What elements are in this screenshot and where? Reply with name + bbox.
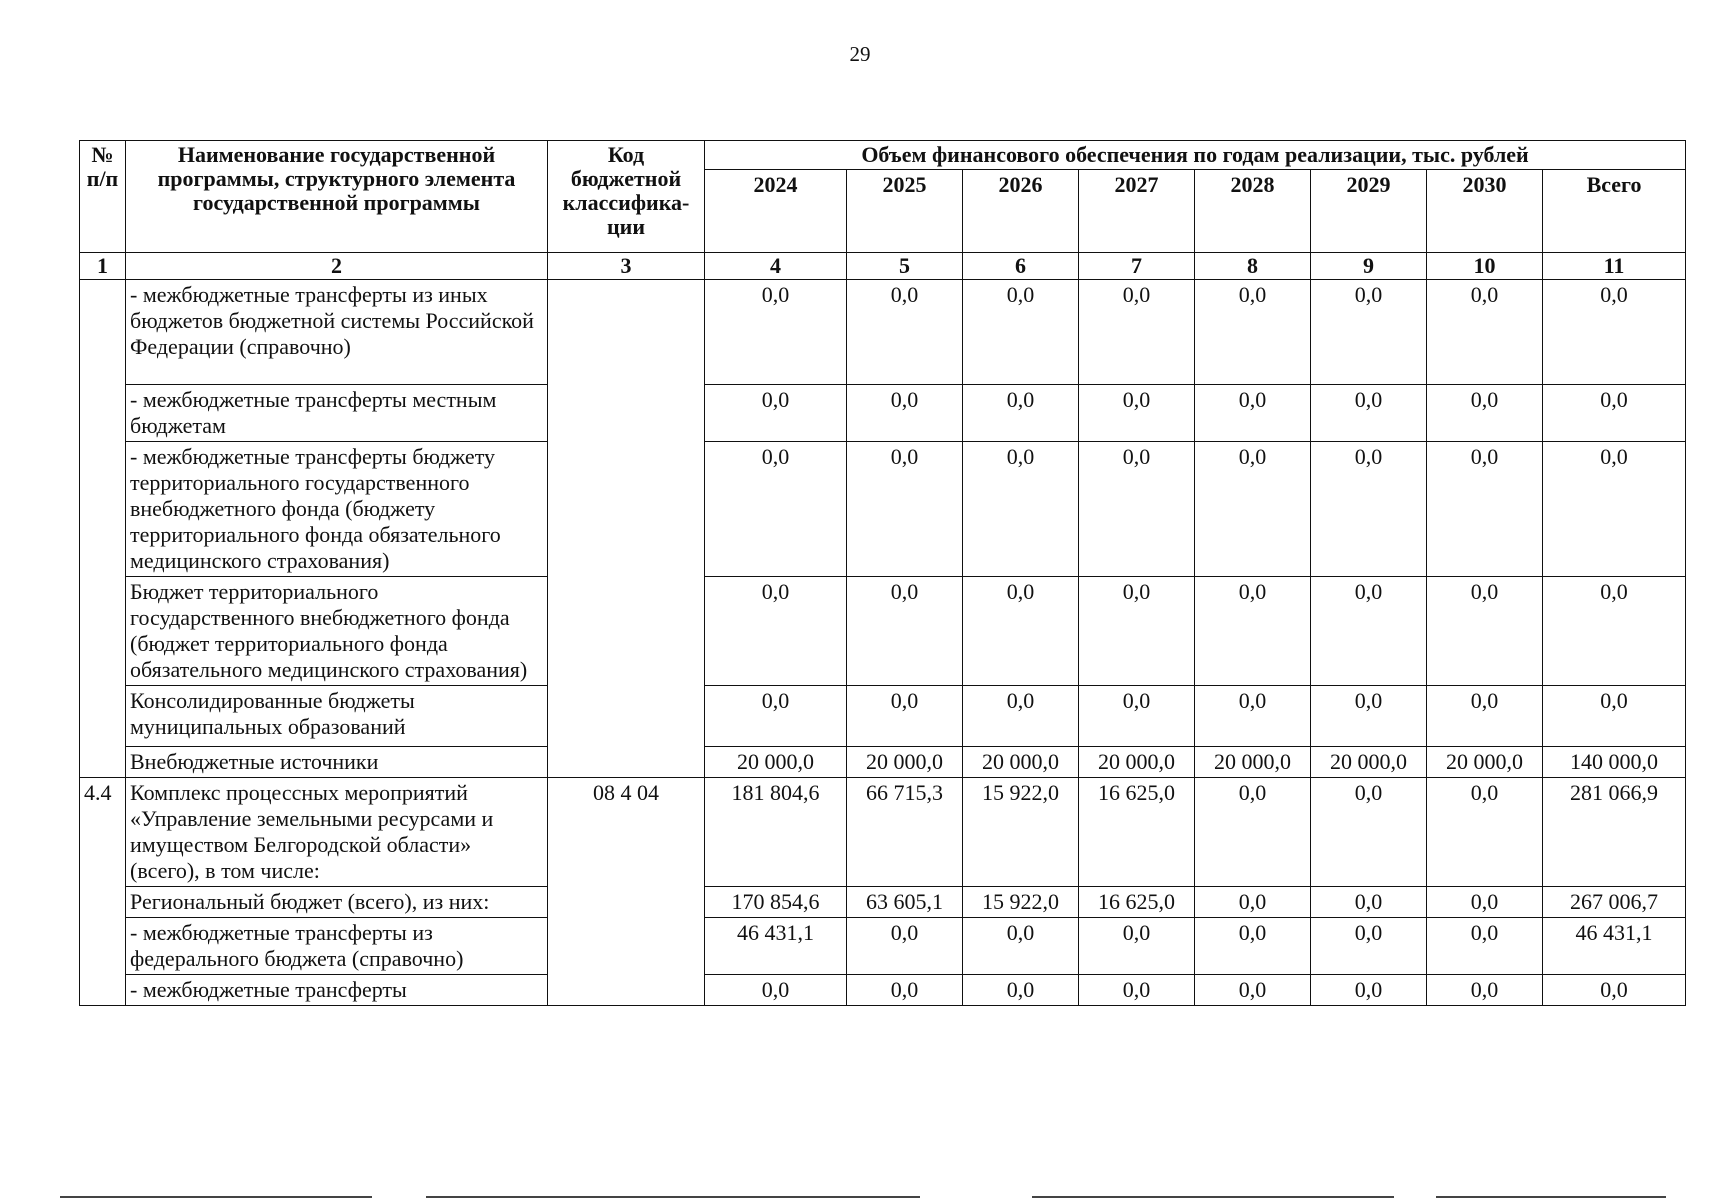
value-cell: 0,0 xyxy=(1427,887,1543,918)
value-cell: 46 431,1 xyxy=(1543,918,1686,975)
value-cell: 0,0 xyxy=(1311,686,1427,747)
value-cell: 15 922,0 xyxy=(963,887,1079,918)
header-number: № п/п xyxy=(80,141,126,253)
row-code-cell: 08 4 04 xyxy=(548,778,705,1006)
value-cell: 15 922,0 xyxy=(963,778,1079,887)
header-code: Код бюджетной классифика-ции xyxy=(548,141,705,253)
value-cell: 46 431,1 xyxy=(705,918,847,975)
value-cell: 0,0 xyxy=(963,442,1079,577)
value-cell: 0,0 xyxy=(1427,442,1543,577)
value-cell: 0,0 xyxy=(963,385,1079,442)
value-cell: 0,0 xyxy=(1079,918,1195,975)
table-row xyxy=(80,887,1686,918)
column-number: 3 xyxy=(548,253,705,280)
row-number-cell: 4.4 xyxy=(80,778,126,1006)
value-cell: 0,0 xyxy=(1427,975,1543,1006)
column-number: 2 xyxy=(126,253,548,280)
value-cell: 0,0 xyxy=(1079,280,1195,385)
column-number: 10 xyxy=(1427,253,1543,280)
budget-table xyxy=(79,140,1686,1006)
header-volume: Объем финансового обеспечения по годам реализации, тыс. рублей xyxy=(705,141,1686,170)
table-row xyxy=(80,747,1686,778)
value-cell: 0,0 xyxy=(847,442,963,577)
value-cell: 0,0 xyxy=(1543,385,1686,442)
footer-rule xyxy=(426,1196,920,1198)
value-cell: 0,0 xyxy=(1543,577,1686,686)
value-cell: 66 715,3 xyxy=(847,778,963,887)
column-number: 5 xyxy=(847,253,963,280)
value-cell: 0,0 xyxy=(847,577,963,686)
page-number: 29 xyxy=(849,42,871,66)
footer-rule xyxy=(60,1196,372,1198)
value-cell: 0,0 xyxy=(1427,385,1543,442)
header-year-2029: 2029 xyxy=(1311,170,1427,253)
value-cell: 63 605,1 xyxy=(847,887,963,918)
value-cell: 20 000,0 xyxy=(1195,747,1311,778)
value-cell: 0,0 xyxy=(963,975,1079,1006)
value-cell: 0,0 xyxy=(1311,442,1427,577)
value-cell: 0,0 xyxy=(1195,280,1311,385)
row-number-cell xyxy=(80,280,126,778)
row-code-cell xyxy=(548,280,705,778)
table-row xyxy=(80,918,1686,975)
value-cell: 16 625,0 xyxy=(1079,778,1195,887)
value-cell: 0,0 xyxy=(1195,887,1311,918)
value-cell: 170 854,6 xyxy=(705,887,847,918)
row-name: - межбюджетные трансферты из федерального бюджета (справочно) xyxy=(126,918,548,975)
column-number: 7 xyxy=(1079,253,1195,280)
footer-rule xyxy=(1436,1196,1666,1198)
column-number: 6 xyxy=(963,253,1079,280)
header-year-2024: 2024 xyxy=(705,170,847,253)
table-row xyxy=(80,385,1686,442)
row-name: Комплекс процессных мероприятий «Управление земельными ресурсами и имуществом Белгородской области» (всего), в том числе: xyxy=(126,778,548,887)
value-cell: 0,0 xyxy=(1543,280,1686,385)
value-cell: 0,0 xyxy=(1427,918,1543,975)
table-row xyxy=(80,686,1686,747)
value-cell: 0,0 xyxy=(705,686,847,747)
row-name: Региональный бюджет (всего), из них: xyxy=(126,887,548,918)
value-cell: 0,0 xyxy=(1311,577,1427,686)
header-year-2027: 2027 xyxy=(1079,170,1195,253)
value-cell: 0,0 xyxy=(1195,918,1311,975)
table-row xyxy=(80,442,1686,577)
value-cell: 20 000,0 xyxy=(847,747,963,778)
value-cell: 0,0 xyxy=(705,442,847,577)
row-name: Бюджет территориального государственного внебюджетного фонда (бюджет территориального фонда обязательного медицинского страхования) xyxy=(126,577,548,686)
column-number: 8 xyxy=(1195,253,1311,280)
footer-rule xyxy=(1032,1196,1394,1198)
value-cell: 0,0 xyxy=(705,385,847,442)
value-cell: 0,0 xyxy=(705,280,847,385)
header-name: Наименование государственной программы, структурного элемента государственной программы xyxy=(126,141,548,253)
table-row xyxy=(80,975,1686,1006)
row-name: Консолидированные бюджеты муниципальных образований xyxy=(126,686,548,747)
value-cell: 0,0 xyxy=(1311,778,1427,887)
value-cell: 0,0 xyxy=(1311,975,1427,1006)
value-cell: 0,0 xyxy=(705,975,847,1006)
value-cell: 267 006,7 xyxy=(1543,887,1686,918)
row-name: - межбюджетные трансферты xyxy=(126,975,548,1006)
table-row xyxy=(80,577,1686,686)
value-cell: 0,0 xyxy=(1079,975,1195,1006)
table-row xyxy=(80,280,1686,385)
value-cell: 0,0 xyxy=(1427,280,1543,385)
value-cell: 0,0 xyxy=(1195,577,1311,686)
header-year-2026: 2026 xyxy=(963,170,1079,253)
value-cell: 0,0 xyxy=(1543,686,1686,747)
value-cell: 0,0 xyxy=(963,280,1079,385)
column-number: 1 xyxy=(80,253,126,280)
value-cell: 0,0 xyxy=(1195,385,1311,442)
value-cell: 0,0 xyxy=(1311,918,1427,975)
header-year-2025: 2025 xyxy=(847,170,963,253)
value-cell: 0,0 xyxy=(1195,686,1311,747)
value-cell: 20 000,0 xyxy=(1427,747,1543,778)
row-name: - межбюджетные трансферты бюджету территориального государственного внебюджетного фонда (бюджету территориального фонда обязательного медицинского страхования) xyxy=(126,442,548,577)
value-cell: 0,0 xyxy=(1195,975,1311,1006)
value-cell: 0,0 xyxy=(1079,442,1195,577)
value-cell: 0,0 xyxy=(1427,577,1543,686)
value-cell: 20 000,0 xyxy=(1311,747,1427,778)
value-cell: 181 804,6 xyxy=(705,778,847,887)
value-cell: 16 625,0 xyxy=(1079,887,1195,918)
column-number: 9 xyxy=(1311,253,1427,280)
value-cell: 0,0 xyxy=(1195,442,1311,577)
header-total: Всего xyxy=(1543,170,1686,253)
row-name: - межбюджетные трансферты из иных бюджетов бюджетной системы Российской Федерации (справочно) xyxy=(126,280,548,385)
header-year-2028: 2028 xyxy=(1195,170,1311,253)
value-cell: 0,0 xyxy=(1195,778,1311,887)
value-cell: 0,0 xyxy=(847,918,963,975)
table-row xyxy=(80,778,1686,887)
value-cell: 0,0 xyxy=(1427,778,1543,887)
value-cell: 0,0 xyxy=(963,577,1079,686)
value-cell: 0,0 xyxy=(1311,280,1427,385)
header-year-2030: 2030 xyxy=(1427,170,1543,253)
value-cell: 0,0 xyxy=(963,918,1079,975)
value-cell: 20 000,0 xyxy=(963,747,1079,778)
value-cell: 20 000,0 xyxy=(705,747,847,778)
column-number: 11 xyxy=(1543,253,1686,280)
value-cell: 0,0 xyxy=(1543,442,1686,577)
value-cell: 0,0 xyxy=(1079,577,1195,686)
value-cell: 0,0 xyxy=(1311,385,1427,442)
row-name: Внебюджетные источники xyxy=(126,747,548,778)
value-cell: 20 000,0 xyxy=(1079,747,1195,778)
value-cell: 0,0 xyxy=(1079,686,1195,747)
value-cell: 281 066,9 xyxy=(1543,778,1686,887)
value-cell: 0,0 xyxy=(963,686,1079,747)
column-number: 4 xyxy=(705,253,847,280)
value-cell: 0,0 xyxy=(705,577,847,686)
value-cell: 0,0 xyxy=(847,385,963,442)
value-cell: 0,0 xyxy=(1543,975,1686,1006)
value-cell: 0,0 xyxy=(847,686,963,747)
value-cell: 0,0 xyxy=(1079,385,1195,442)
value-cell: 0,0 xyxy=(847,975,963,1006)
value-cell: 0,0 xyxy=(1427,686,1543,747)
value-cell: 0,0 xyxy=(1311,887,1427,918)
row-name: - межбюджетные трансферты местным бюджетам xyxy=(126,385,548,442)
value-cell: 0,0 xyxy=(847,280,963,385)
value-cell: 140 000,0 xyxy=(1543,747,1686,778)
